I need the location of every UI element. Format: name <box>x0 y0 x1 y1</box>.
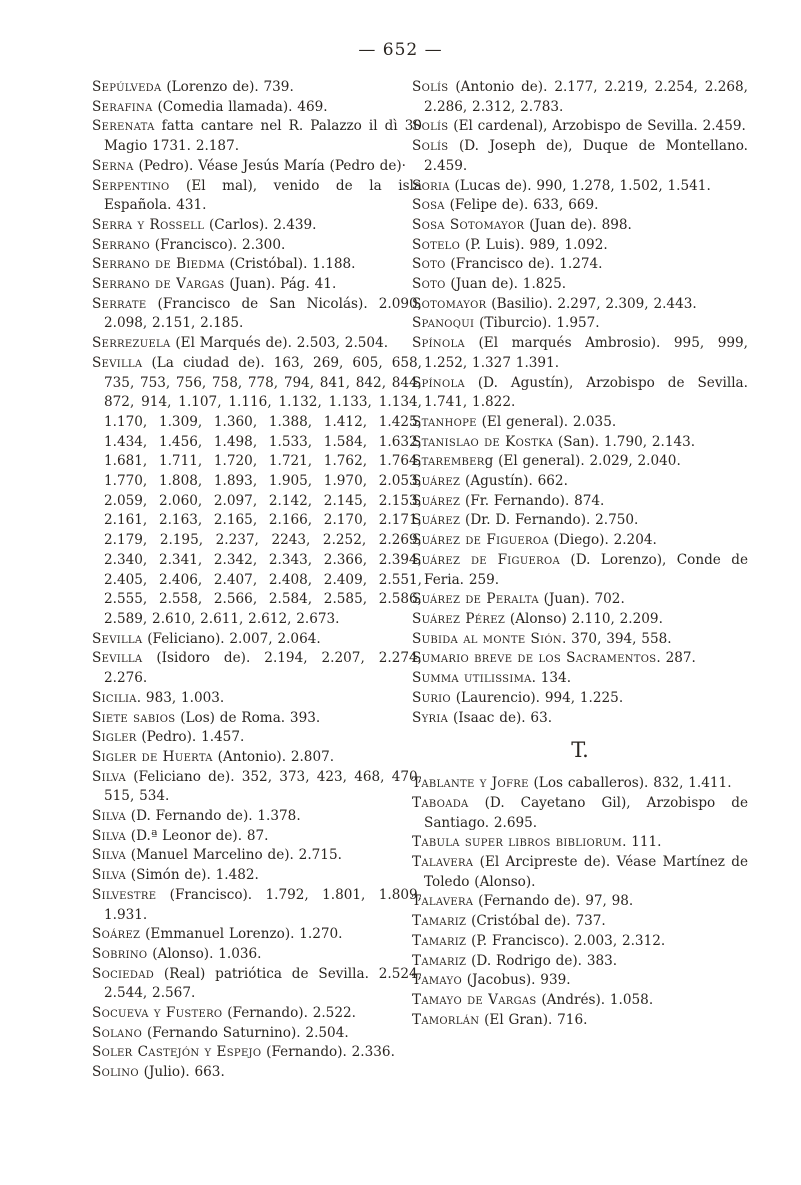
index-entry <box>412 452 748 472</box>
index-entry <box>412 137 748 176</box>
entry-references: (Manuel Marcelino de). 2.715. <box>125 847 342 864</box>
index-entry <box>92 728 422 748</box>
index-entry <box>92 768 422 807</box>
index-entry <box>92 709 422 729</box>
entry-references: (Pedro). Véase Jesús María (Pedro de)· <box>133 157 406 174</box>
entry-heading: Stanhope <box>412 413 477 430</box>
index-entry <box>92 1063 422 1083</box>
index-entry <box>92 827 422 847</box>
entry-references: (Juan). 702. <box>538 591 625 608</box>
entry-heading: Siete sabios <box>92 709 176 726</box>
entry-references: (Juan). Pág. 41. <box>224 276 337 293</box>
entry-references: (Feliciano de). 352, 373, 423, 468, 470, 515, 534. <box>104 768 422 805</box>
index-entry <box>412 912 748 932</box>
entry-references: (Jacobus). 939. <box>461 972 571 989</box>
entry-heading: Starember <box>412 453 485 470</box>
entry-references: (Dr. D. Fernando). 2.750. <box>460 512 639 529</box>
entry-heading: Solís <box>412 138 449 155</box>
entry-references: (Fernando de). 97, 98. <box>473 893 634 910</box>
index-entry <box>92 334 422 354</box>
entry-references: (Tiburcio). 1.957. <box>474 315 600 332</box>
index-entry <box>92 1043 422 1063</box>
entry-references: (Fernando). 2.336. <box>261 1044 395 1061</box>
entry-references: (Francisco). 2.300. <box>149 236 286 253</box>
index-entry <box>92 866 422 886</box>
index-entry <box>92 117 422 156</box>
entry-references: (Real) patriótica de Sevilla. 2.524, 2.544, 2.567. <box>104 965 422 1002</box>
index-entry <box>412 334 748 373</box>
entry-heading: Spínola <box>412 374 465 391</box>
entry-heading: Sociedad <box>92 965 155 982</box>
entry-heading: Suárez <box>412 473 461 490</box>
entry-references: . 134. <box>531 670 572 687</box>
index-entry <box>412 794 748 833</box>
entry-heading: Serrano de Vargas <box>92 276 225 293</box>
index-entry <box>412 689 748 709</box>
index-entry <box>412 669 748 689</box>
entry-references: (El Gran). 716. <box>479 1011 588 1028</box>
entry-heading: Sotelo <box>412 236 461 253</box>
index-entry <box>92 925 422 945</box>
entry-heading: Taboada <box>412 794 469 811</box>
entry-heading: Suárez de Figueroa <box>412 532 549 549</box>
entry-references: (Julio). 663. <box>138 1064 225 1081</box>
entry-references: . 287. <box>656 650 696 667</box>
entry-heading: Talavera <box>412 854 474 871</box>
s-entries <box>412 78 748 728</box>
entry-references: (Carlos). 2.439. <box>204 216 317 233</box>
entry-heading: Tamariz <box>412 913 467 930</box>
index-entry <box>92 807 422 827</box>
index-entry <box>412 275 748 295</box>
index-entry <box>412 511 748 531</box>
index-entry <box>92 255 422 275</box>
entry-references: (El general). 2.035. <box>476 413 617 430</box>
entry-heading: Serenata <box>92 118 155 135</box>
entry-heading: Silvestre <box>92 886 157 903</box>
index-entry <box>412 78 748 117</box>
index-entry <box>92 295 422 334</box>
entry-heading: Sepúlveda <box>92 79 162 95</box>
index-entry <box>92 649 422 688</box>
entry-heading: Serrate <box>92 295 147 312</box>
entry-heading: Silva <box>92 827 126 844</box>
entry-references: (Alonso). 1.036. <box>147 945 262 962</box>
index-entry <box>412 892 748 912</box>
entry-heading: Serrano de Biedma <box>92 256 225 273</box>
entry-heading: Soria <box>412 177 450 194</box>
entry-references: (Basilio). 2.297, 2.309, 2.443. <box>486 295 697 312</box>
index-entry <box>412 236 748 256</box>
index-entry <box>412 1011 748 1031</box>
entry-heading: Sotomayor <box>412 295 487 312</box>
index-entry <box>92 1004 422 1024</box>
entry-heading: Tamariz <box>412 932 467 949</box>
index-entry <box>412 774 748 794</box>
index-entry <box>412 433 748 453</box>
entry-heading: Tamorlán <box>412 1011 480 1028</box>
index-entry <box>92 216 422 236</box>
entry-references: (Juan de). 898. <box>524 216 632 233</box>
entry-references: (El Arcipreste de). Véase Martínez de Toledo (Alonso). <box>424 854 748 890</box>
entry-references: (Emmanuel Lorenzo). 1.270. <box>140 926 343 943</box>
index-entry <box>92 157 422 177</box>
entry-references: (Francisco de). 1.274. <box>445 256 603 273</box>
index-entry <box>92 846 422 866</box>
index-entry <box>92 945 422 965</box>
index-entry <box>412 833 748 853</box>
entry-references: (Antonio). 2.807. <box>212 748 335 765</box>
index-entry <box>412 216 748 236</box>
index-entry <box>412 117 748 137</box>
entry-references: (Andrés). 1.058. <box>536 991 654 1008</box>
entry-references: (Diego). 2.204. <box>548 532 657 549</box>
entry-references: (D. Lorenzo), Conde de Feria. 259. <box>424 551 748 588</box>
index-entry <box>412 472 748 492</box>
entry-references: (El marqués Ambrosio). 995, 999, 1.252, 1.327 1.391. <box>424 335 748 371</box>
entry-references: (D. Joseph de), Duque de Montellano. 2.459. <box>424 138 748 174</box>
entry-heading: Suárez de Figueroa <box>412 551 561 568</box>
entry-heading: Solano <box>92 1024 143 1041</box>
entry-heading: Sigler <box>92 729 137 746</box>
index-entry <box>412 971 748 991</box>
entry-references: (D.ª Leonor de). 87. <box>125 827 269 844</box>
index-entry <box>92 236 422 256</box>
entry-heading: Silva <box>92 867 126 884</box>
index-entry <box>92 98 422 118</box>
entry-references: . 983, 1.003. <box>136 689 225 706</box>
entry-heading: Sosa Sotomayor <box>412 216 525 233</box>
entry-references: (Francisco). 1.792, 1.801, 1.809, 1.931. <box>104 886 422 923</box>
index-entry <box>92 78 422 98</box>
entry-heading: Suárez <box>412 492 461 509</box>
index-entry <box>92 748 422 768</box>
index-entry <box>92 177 422 216</box>
entry-heading: Serrezuela <box>92 335 171 352</box>
entry-references: (D. Cayetano Gil), Arzobispo de Santiago. 2.695. <box>424 794 748 831</box>
entry-heading: Tamayo <box>412 972 462 989</box>
entry-heading: Soto <box>412 276 446 293</box>
entry-heading: Sicilia <box>92 689 137 706</box>
entry-heading: Suárez <box>412 512 461 529</box>
entry-heading: Serpentino <box>92 177 170 194</box>
entry-heading: Serna <box>92 157 134 174</box>
entry-references: (Feliciano). 2.007, 2.064. <box>142 630 321 647</box>
index-entry <box>412 590 748 610</box>
entry-heading: Serafina <box>92 98 153 115</box>
index-entry <box>92 689 422 709</box>
index-entry <box>412 932 748 952</box>
entry-references: (Los) de Roma. 393. <box>175 709 321 726</box>
entry-references: (D. Fernando de). 1.378. <box>125 808 301 825</box>
entry-references: (P. Luis). 989, 1.092. <box>460 236 608 253</box>
entry-heading: Surio <box>412 689 451 706</box>
entry-references: (Cristóbal de). 737. <box>466 913 606 930</box>
entry-references: (Los caballeros). 832, 1.411. <box>528 775 732 792</box>
entry-references: (Lucas de). 990, 1.278, 1.502, 1.541. <box>449 177 711 194</box>
entry-references: (La ciudad de). 163, 269, 605, 658, 735, 753, 756, 758, 778, 794, 841, 842, 844, 872, 914, 1.107, 1.116, 1.132, 1.133, 1.134, 1.170, 1.309, 1.360, 1.388, 1.412, 1.425, 1.434, 1.456, 1.498, 1.533, 1.584, 1.632, 1.681, 1.711, 1.720, 1.721, 1.762, 1.764, 1.770, 1.808, 1.893, 1.905, 1.970, 2.053, 2.059, 2.060, 2.097, 2.142, 2.145, 2.153, 2.161, 2.163, 2.165, 2.166, 2.170, 2.171, 2.179, 2.195, 2.237, 2243, 2.252, 2.269, 2.340, 2.341, 2.342, 2.343, 2.366, 2.394, 2.405, 2.406, 2.407, 2.408, 2.409, 2.551, 2.555, 2.558, 2.566, 2.584, 2.585, 2.586, 2.589, 2.610, 2.611, 2.612, 2.673. <box>104 354 422 627</box>
entry-references: . 370, 394, 558. <box>561 630 672 647</box>
entry-references: (Alonso) 2.110, 2.209. <box>505 610 663 627</box>
entry-references: (Isidoro de). 2.194, 2.207, 2.274, 2.276. <box>104 650 422 687</box>
entry-references: (Simón de). 1.482. <box>125 867 259 884</box>
entry-heading: Solís <box>412 118 449 135</box>
entry-references: (Pedro). 1.457. <box>136 729 245 746</box>
index-entry <box>412 531 748 551</box>
entry-references: (Fernando). 2.522. <box>222 1005 356 1022</box>
entry-heading: Sevilla <box>92 630 143 647</box>
index-entry <box>92 1024 422 1044</box>
entry-references: (D. Agustín), Arzobispo de Sevilla. 1.741, 1.822. <box>424 374 748 411</box>
entry-references: (Laurencio). 994, 1.225. <box>450 689 624 706</box>
entry-heading: Subida al monte Sión <box>412 630 562 647</box>
entry-references: (Francisco de San Nicolás). 2.090, 2.098, 2.151, 2.185. <box>104 295 422 332</box>
index-entry <box>92 965 422 1004</box>
index-entry <box>412 492 748 512</box>
entry-heading: Tabula super libros bibliorum <box>412 834 623 851</box>
entry-references: (Antonio de). 2.177, 2.219, 2.254, 2.268, 2.286, 2.312, 2.783. <box>424 79 748 115</box>
index-entry <box>92 886 422 925</box>
entry-heading: Stanislao de Kostka <box>412 433 554 450</box>
index-entry <box>92 275 422 295</box>
entry-heading: Silva <box>92 847 126 864</box>
index-entry <box>92 630 422 650</box>
entry-references: g (El general). 2.029, 2.040. <box>484 453 681 470</box>
index-entry <box>412 630 748 650</box>
section-letter-t: T. <box>571 738 589 763</box>
entry-heading: Suárez Pérez <box>412 610 506 627</box>
entry-heading: Spínola <box>412 335 465 352</box>
entry-references: (El Marqués de). 2.503, 2.504. <box>170 335 389 352</box>
entry-references: (P. Francisco). 2.003, 2.312. <box>466 932 666 949</box>
entry-heading: Sumario breve de los Sacramentos <box>412 650 657 667</box>
entry-heading: Soler Castejón y Espejo <box>92 1044 262 1061</box>
entry-references: (Cristóbal). 1.188. <box>224 256 356 273</box>
entry-references: (Isaac de). 63. <box>448 709 553 726</box>
index-entry <box>412 551 748 590</box>
entry-references: (Lorenzo de). 739. <box>161 79 294 95</box>
entry-references: (Fernando Saturnino). 2.504. <box>142 1024 349 1041</box>
entry-heading: Suárez de Peralta <box>412 591 539 608</box>
index-entry <box>412 991 748 1011</box>
entry-heading: Solino <box>92 1064 139 1081</box>
right-column <box>412 78 748 1030</box>
entry-references: (El mal), venido de la isla Española. 431. <box>104 177 422 214</box>
entry-heading: Syria <box>412 709 449 726</box>
entry-heading: Soárez <box>92 926 141 943</box>
entry-references: fatta cantare nel R. Palazzo il dì 30 Magio 1731. 2.187. <box>104 118 422 155</box>
index-entry <box>412 374 748 413</box>
entry-heading: Sobrino <box>92 945 148 962</box>
entry-references: (Felipe de). 633, 669. <box>444 197 599 214</box>
entry-heading: Sigler de Huerta <box>92 748 213 765</box>
entry-heading: Tablante y Jofre <box>412 775 529 792</box>
index-entry <box>412 255 748 275</box>
index-entry <box>412 177 748 197</box>
entry-references: (San). 1.790, 2.143. <box>553 433 696 450</box>
entry-references: (Agustín). 662. <box>460 473 568 490</box>
entry-heading: Spanoqui <box>412 315 475 332</box>
entry-heading: Tamariz <box>412 952 467 969</box>
entry-heading: Socueva y Fustero <box>92 1005 223 1022</box>
page-number: — 652 — <box>358 40 443 60</box>
entry-heading: Tamayo de Vargas <box>412 991 537 1008</box>
entry-heading: Sevilla <box>92 354 143 371</box>
entry-references: (El cardenal), Arzobispo de Sevilla. 2.459. <box>448 118 746 135</box>
index-entry <box>412 295 748 315</box>
entry-references: (D. Rodrigo de). 383. <box>466 952 618 969</box>
t-entries <box>412 774 748 1030</box>
entry-heading: Sevilla <box>92 650 143 667</box>
index-entry <box>412 196 748 216</box>
entry-heading: Solís <box>412 79 449 95</box>
entry-heading: Silva <box>92 808 126 825</box>
index-entry <box>412 853 748 892</box>
entry-heading: Sosa <box>412 197 445 214</box>
entry-heading: Silva <box>92 768 126 785</box>
index-entry <box>412 413 748 433</box>
left-column <box>92 78 422 1083</box>
index-entry <box>412 649 748 669</box>
index-entry <box>92 354 422 630</box>
index-entry <box>412 709 748 729</box>
entry-heading: Summa utilissima <box>412 670 532 687</box>
entry-references: . 111. <box>622 834 662 851</box>
index-entry <box>412 610 748 630</box>
index-entry <box>412 952 748 972</box>
entry-references: (Fr. Fernando). 874. <box>460 492 605 509</box>
entry-heading: Serrano <box>92 236 150 253</box>
entry-references: (Juan de). 1.825. <box>445 276 567 293</box>
index-entry <box>412 314 748 334</box>
entry-heading: Serra y Rossell <box>92 216 205 233</box>
entry-references: (Comedia llamada). 469. <box>152 98 328 115</box>
entry-heading: Soto <box>412 256 446 273</box>
entry-heading: Talavera <box>412 893 474 910</box>
